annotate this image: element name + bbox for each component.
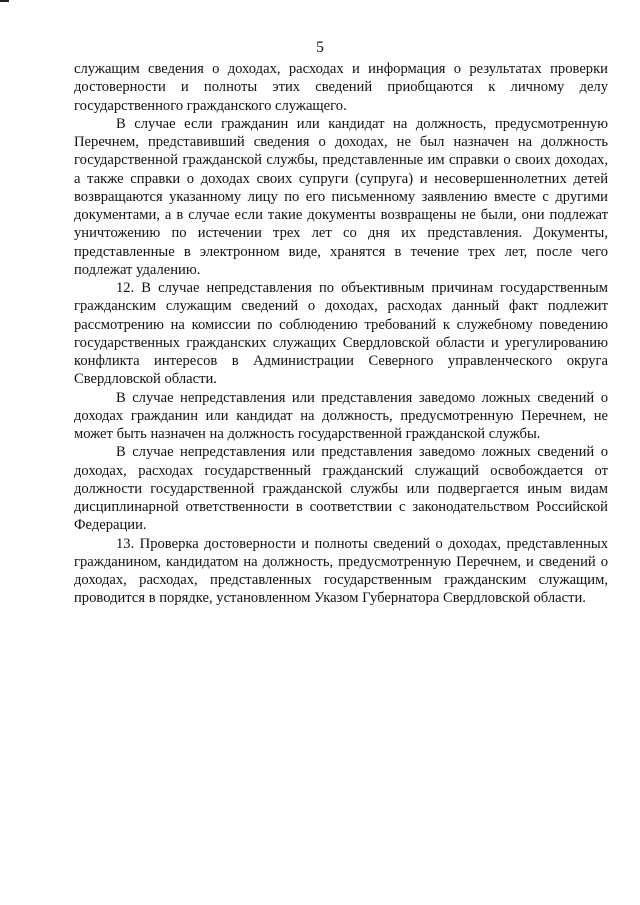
scan-corner-mark <box>0 0 9 2</box>
document-body <box>74 60 608 608</box>
paragraph-false-info-candidate: В случае непредставления или представления заведомо ложных сведений о доходах гражданин или кандидат на должность, предусмотренную Перечнем, не может быть назначен на должность государственной гражданской службы. <box>74 389 608 442</box>
paragraph-item-12: 12. В случае непредставления по объективным причинам государственным гражданским служащим сведений о доходах, расходах данный факт подлежит рассмотрению на комиссии по соблюдению требований к служебному поведению государственных гражданских служащих Свердловской области и урегулированию конфликта интересов в Администрации Северного управленческого округа Свердловской области. <box>74 280 608 388</box>
paragraph-continuation: служащим сведения о доходах, расходах и информация о результатах проверки достоверности и полноты этих сведений приобщаются к личному делу государственного гражданского служащего. <box>74 61 608 114</box>
page-number: 5 <box>316 39 324 56</box>
paragraph-return-of-documents: В случае если гражданин или кандидат на должность, предусмотренную Перечнем, представивший сведения о доходах, не был назначен на должность государственной гражданской службы, представленные им справки о своих доходах, а также справки о доходах своих супруги (супруга) и несовершеннолетних детей возвращаются указанному лицу по его письменному заявлению вместе с другими документами, а в случае если такие документы возвращены не были, они подлежат уничтожению по истечении трех лет со дня их представления. Документы, представленные в электронном виде, хранятся в течение трех лет, после чего подлежат удалению. <box>74 115 608 278</box>
paragraph-false-info-servant: В случае непредставления или представления заведомо ложных сведений о доходах, расходах государственный гражданский служащий освобождается от должности государственной гражданской службы или подвергается иным видам дисциплинарной ответственности в соответствии с законодательством Российской Федерации. <box>74 444 608 534</box>
paragraph-item-13: 13. Проверка достоверности и полноты сведений о доходах, представленных гражданином, кандидатом на должность, предусмотренную Перечнем, и сведений о доходах, расходах, представленных государственным гражданским служащим, проводится в порядке, установленном Указом Губернатора Свердловской области. <box>74 535 608 607</box>
